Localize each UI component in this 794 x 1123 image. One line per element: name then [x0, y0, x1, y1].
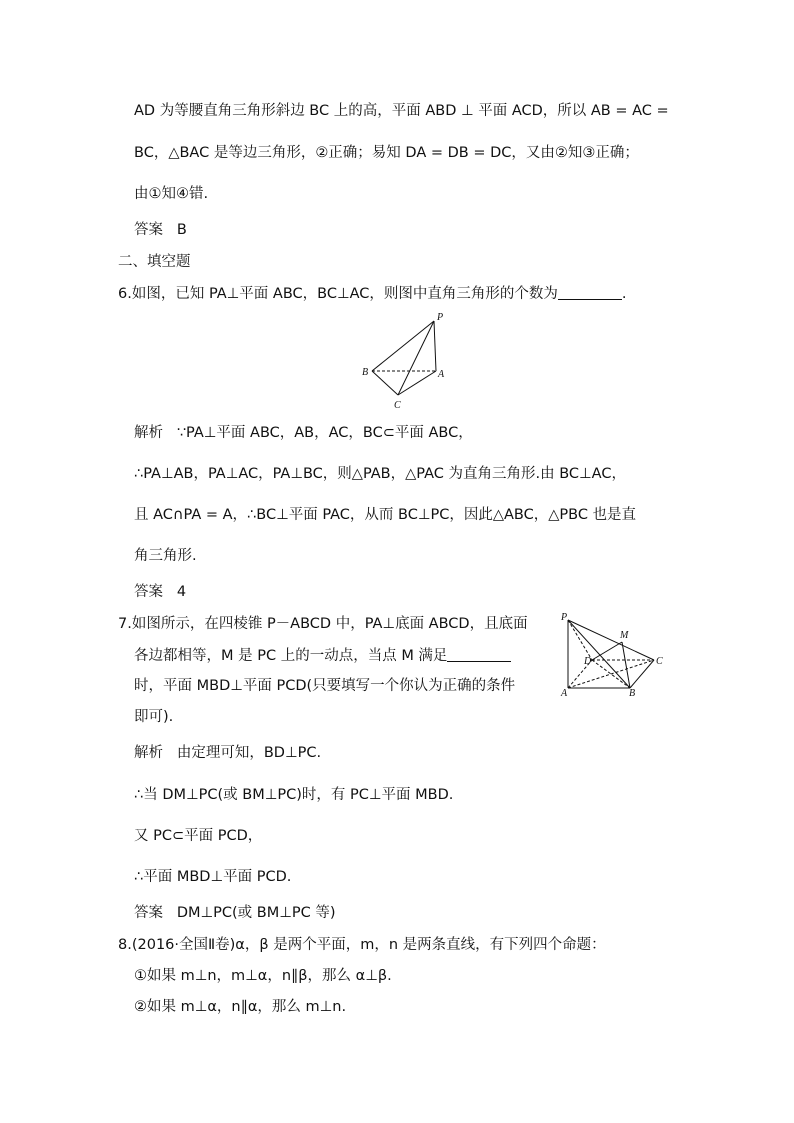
question-7-line: 时，平面 MBD⊥平面 PCD(只要填写一个你认为正确的条件	[134, 678, 516, 694]
answer-blank	[447, 647, 511, 662]
section-heading: 二、填空题	[118, 254, 191, 270]
question-8-option: ②如果 m⊥α，n∥α，那么 m⊥n.	[134, 999, 347, 1015]
answer-blank	[558, 285, 622, 300]
tetrahedron-diagram	[358, 313, 448, 413]
question-end: .	[621, 286, 627, 302]
vertex-label-a: A	[561, 688, 568, 699]
question-8-line: 8.(2016·全国Ⅱ卷)α，β 是两个平面，m，n 是两条直线，有下列四个命题：	[118, 937, 606, 953]
edge-pb	[372, 321, 434, 371]
solution-line: AD 为等腰直角三角形斜边 BC 上的高，平面 ABD ⊥ 平面 ACD，所以 AB = AC =	[134, 103, 669, 119]
solution-line: 由①知④错.	[134, 186, 209, 202]
vertex-label-c: C	[656, 656, 663, 667]
edge-pc	[568, 620, 654, 660]
answer-line	[134, 584, 186, 601]
question-text: 各边都相等，M 是 PC 上的一动点，当点 M 满足	[134, 648, 448, 664]
answer-line	[134, 222, 187, 239]
vertex-label-c: C	[394, 400, 401, 411]
vertex-label-p: P	[437, 312, 444, 323]
solution-6-line: 角三角形.	[134, 548, 197, 564]
answer-label: 答案	[134, 222, 163, 238]
answer-value: DM⊥PC(或 BM⊥PC 等)	[176, 905, 336, 921]
question-7-line: 即可).	[134, 709, 174, 725]
answer-value: B	[176, 222, 187, 238]
pyramid-diagram	[558, 612, 670, 698]
diagonal-ac-hidden	[568, 660, 654, 688]
solution-text: 由定理可知，BD⊥PC.	[176, 745, 322, 761]
tetrahedron-figure	[358, 313, 448, 413]
answer-value: 4	[176, 584, 187, 600]
vertex-label-p: P	[561, 612, 568, 623]
question-7-line: 7.如图所示，在四棱锥 P－ABCD 中，PA⊥底面 ABCD，且底面	[118, 616, 528, 632]
vertex-label-a: A	[438, 369, 445, 380]
edge-pa	[434, 321, 436, 371]
solution-7-line: ∴平面 MBD⊥平面 PCD.	[134, 869, 292, 885]
answer-label: 答案	[134, 905, 163, 921]
question-6	[118, 285, 627, 303]
question-7-line	[134, 647, 511, 665]
vertex-label-b: B	[629, 688, 636, 699]
vertex-label-b: B	[362, 367, 369, 378]
solution-7-line: ∴当 DM⊥PC(或 BM⊥PC)时，有 PC⊥平面 MBD.	[134, 787, 454, 803]
solution-6-line: 且 AC∩PA = A，∴BC⊥平面 PAC，从而 BC⊥PC，因此△ABC，△PBC 也是直	[134, 507, 637, 523]
vertex-label-d: D	[584, 656, 592, 667]
pyramid-figure	[558, 612, 670, 698]
question-text: 6.如图，已知 PA⊥平面 ABC，BC⊥AC，则图中直角三角形的个数为	[118, 286, 558, 302]
edge-bc	[372, 371, 398, 395]
answer-label: 答案	[134, 584, 163, 600]
solution-line: BC，△BAC 是等边三角形，②正确；易知 DA = DB = DC，又由②知③正确；	[134, 145, 639, 161]
solution-label: 解析	[134, 745, 163, 761]
solution-label: 解析	[134, 425, 163, 441]
answer-line	[134, 905, 336, 922]
question-8-option: ①如果 m⊥n，m⊥α，n∥β，那么 α⊥β.	[134, 968, 392, 984]
solution-6-line: ∴PA⊥AB，PA⊥AC，PA⊥BC，则△PAB，△PAC 为直角三角形.由 BC⊥AC，	[134, 466, 626, 482]
solution-7-line: 又 PC⊂平面 PCD，	[134, 828, 263, 844]
point-label-m: M	[620, 630, 629, 641]
solution-text: ∵PA⊥平面 ABC，AB，AC，BC⊂平面 ABC，	[176, 425, 473, 441]
solution-7-line	[134, 745, 321, 762]
solution-6-line	[134, 425, 473, 442]
